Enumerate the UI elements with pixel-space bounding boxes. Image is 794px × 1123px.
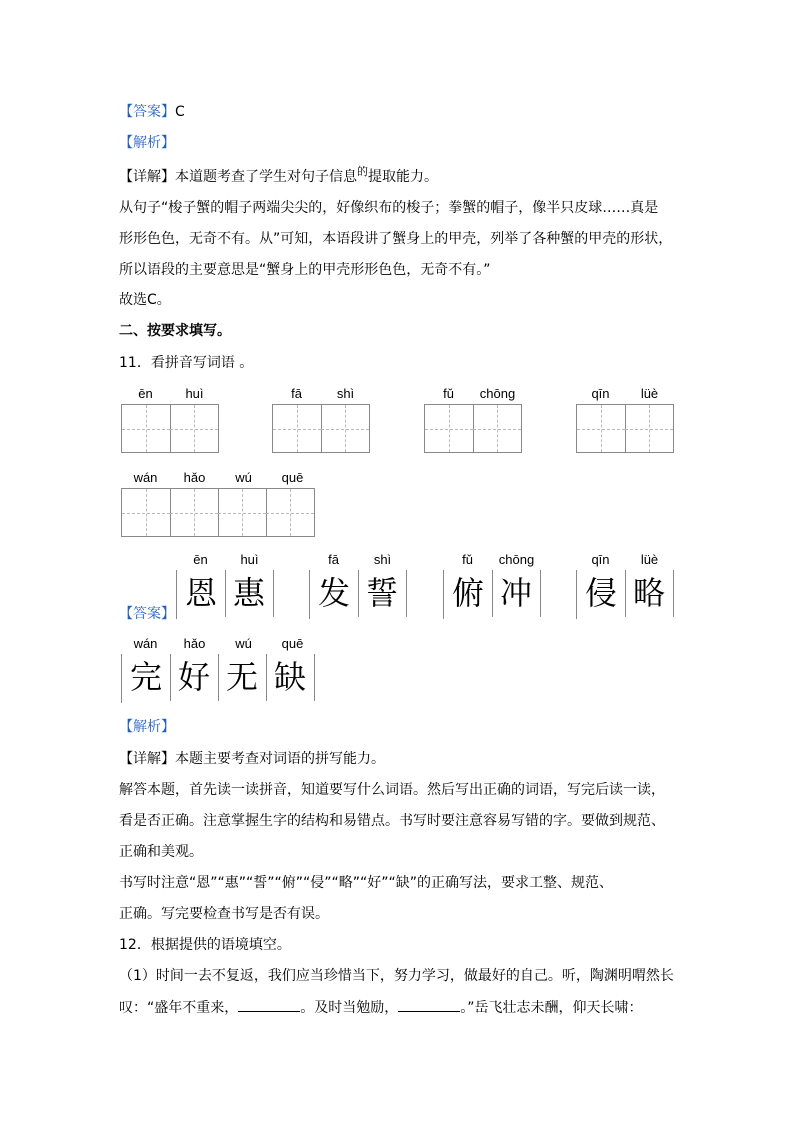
answer-character: 俯 [451,574,484,612]
answer-cell [122,654,171,701]
fill-blank[interactable] [238,997,300,1012]
detail-text: 本题主要考查对词语的拼写能力。 [175,751,385,767]
writing-cell [273,404,322,453]
pinyin: fǔ [462,552,473,567]
paragraph-line: 形形色色，无奇不有。从”可知，本语段讲了蟹身上的甲壳，列举了各种蟹的甲壳的形状， [119,231,673,247]
detail-text: 本道题考查了学生对句子信息 [175,169,357,185]
pinyin: wán [133,636,158,651]
question-12: 12．根据提供的语境填空。 [119,937,291,953]
answer-character: 惠 [232,574,265,612]
answer-character: 冲 [499,574,532,612]
paragraph-line: 正确和美观。 [119,844,203,860]
pinyin: chōng [479,386,516,401]
detail-line [119,167,438,188]
answer-cell [310,570,359,617]
fill-text: 叹：“盛年不重来， [119,1000,239,1016]
writing-cell [473,404,522,453]
section-heading: 二、按要求填写。 [119,323,231,339]
answer-cell [625,570,674,617]
pinyin: lüè [640,552,659,567]
answer-character: 侵 [584,574,617,612]
answer-cell [266,654,315,701]
writing-cell [122,488,171,537]
answer-cell [358,570,407,617]
fill-text: 。”岳飞壮志未酬，仰天长啸： [460,1000,643,1016]
writing-cell [170,404,219,453]
question-12-1-line: （1）时间一去不复返，我们应当珍惜当下，努力学习，做最好的自己。听，陶渊明喟然长 [119,968,674,984]
answer-character: 好 [177,658,210,696]
answer-cell [170,654,219,701]
paragraph-line: 书写时注意“恩”“惠”“誓”“俯”“侵”“略”“好”“缺”的正确写法，要求工整、规范、 [119,875,614,891]
pinyin: chōng [498,552,535,567]
pinyin: shì [336,386,355,401]
answer-character: 缺 [273,658,306,696]
answer-tag: 【答案】 [119,104,175,120]
detail-tag: 【详解】 [119,751,175,767]
paragraph-line: 看是否正确。注意掌握生字的结构和易错点。书写时要注意容易写错的字。要做到规范、 [119,813,665,829]
analysis-tag: 【解析】 [119,135,175,151]
pinyin: hǎo [183,636,206,651]
answer-character: 完 [129,658,162,696]
answer-cell [218,654,267,701]
pinyin: shì [373,552,392,567]
pinyin: wú [235,636,252,651]
writing-cell [218,488,267,537]
answer-character: 恩 [184,574,217,612]
answer-cell [492,570,541,617]
paragraph-line: 正确。写完要检查书写是否有误。 [119,906,329,922]
pinyin: lüè [640,386,659,401]
pinyin: quē [281,470,304,485]
pinyin: ēn [138,386,153,401]
fill-text: 。及时当勉励， [300,1000,399,1016]
pinyin: fǔ [443,386,454,401]
writing-cell [321,404,370,453]
answer-character: 略 [632,574,665,612]
pinyin: hǎo [183,470,206,485]
question-11: 11．看拼音写词语 。 [119,355,254,371]
writing-cell [266,488,315,537]
answer-character: 发 [317,574,350,612]
answer-line [119,102,185,122]
writing-cell [170,488,219,537]
conclusion: 故选C。 [119,292,171,308]
paragraph-line: 所以语段的主要意思是“蟹身上的甲壳形形色色，无奇不有。” [119,262,491,278]
pinyin: quē [281,636,304,651]
pinyin: huì [185,386,204,401]
answer-cell [577,570,626,617]
detail-tag: 【详解】 [119,169,175,185]
detail-line [119,749,385,769]
answer-cell [225,570,274,617]
fill-blank[interactable] [398,997,460,1012]
answer-cell [177,570,226,617]
detail-superscript: 的 [357,165,368,178]
writing-cell [122,404,171,453]
paragraph-line: 解答本题，首先读一读拼音，知道要写什么词语。然后写出正确的词语，写完后读一读， [119,782,665,798]
pinyin: ēn [193,552,208,567]
writing-cell [625,404,674,453]
pinyin: fā [291,386,302,401]
pinyin: huì [240,552,259,567]
paragraph-line: 从句子“梭子蟹的帽子两端尖尖的，好像织布的梭子；拳蟹的帽子，像半只皮球……真是 [119,200,659,216]
writing-cell [577,404,626,453]
answer-cell [444,570,493,617]
pinyin: fā [328,552,339,567]
pinyin: qīn [591,386,610,401]
pinyin: qīn [591,552,610,567]
answer-character: 无 [225,658,258,696]
answer-value: C [175,104,185,120]
question-12-1-line [119,997,643,1018]
answer-tag: 【答案】 [119,606,175,622]
answer-character: 誓 [365,574,398,612]
pinyin: wú [235,470,252,485]
writing-cell [425,404,474,453]
detail-text-2: 提取能力。 [368,169,438,185]
analysis-tag: 【解析】 [119,719,175,735]
pinyin: wán [133,470,158,485]
